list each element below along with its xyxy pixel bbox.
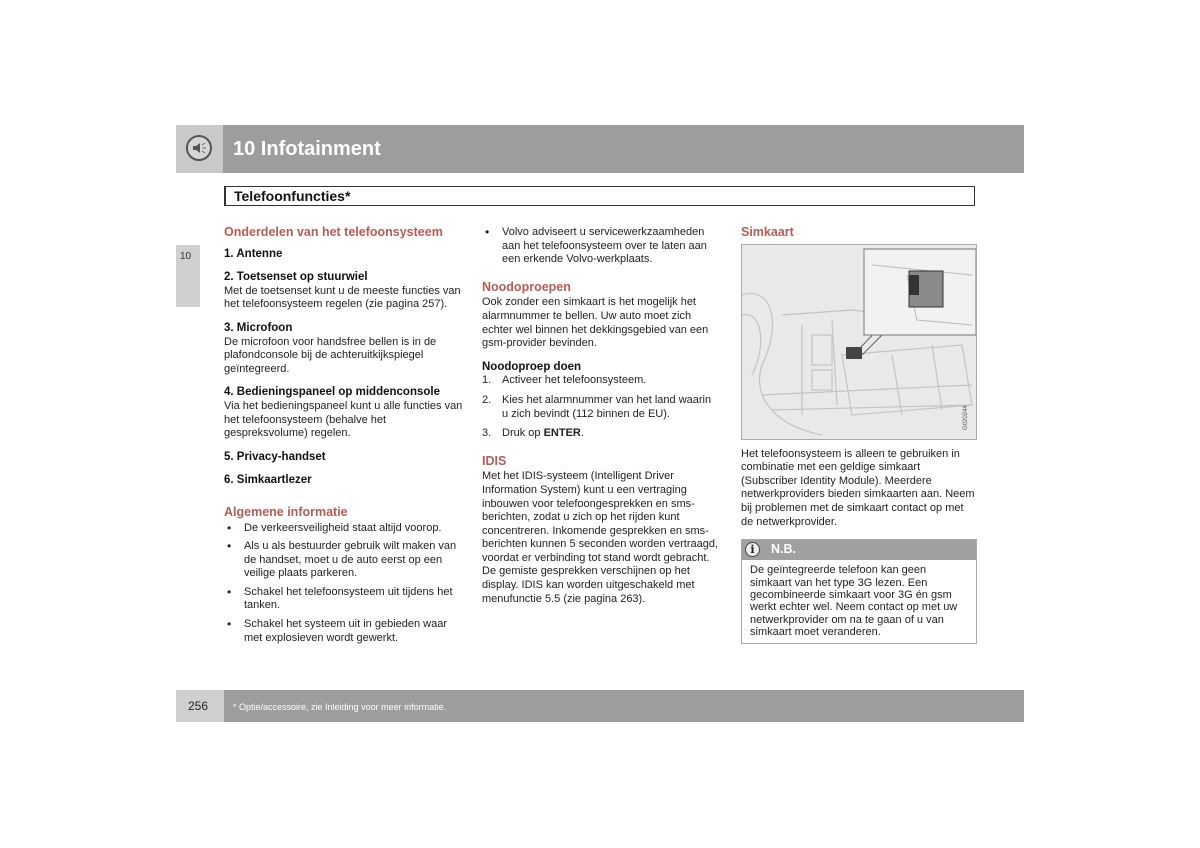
component-item: [224, 248, 464, 262]
step-item: [482, 427, 720, 441]
component-item: [224, 322, 464, 376]
section-title: Telefoonfuncties*: [234, 188, 351, 204]
components-heading: Onderdelen van het telefoonsysteem: [224, 225, 443, 239]
step-text: Activeer het telefoonsysteem.: [502, 374, 647, 387]
bullet-item: • Volvo adviseert u servicewerkzaamheden aan het telefoonsysteem over te laten aan een erkende Volvo-werkplaats.: [482, 226, 720, 267]
component-item: [224, 271, 464, 312]
general-info-list: [224, 522, 464, 646]
step-number: 2.: [482, 393, 492, 406]
emergency-call-heading: Noodoproep doen: [482, 360, 582, 373]
component-text: De microfoon voor handsfree bellen is in de plafondconsole bij de achteruitkijkspiegel geïntegreerd.: [224, 335, 437, 375]
idis-heading: IDIS: [482, 453, 507, 468]
chapter-icon-box: [176, 125, 223, 173]
step-item: [482, 394, 720, 421]
component-title: 1. Antenne: [224, 247, 283, 260]
note-box: [741, 539, 977, 643]
bullet-item: • Als u als bestuurder gebruik wilt maken van de handset, moet u de auto eerst op een veilige plaats parkeren.: [224, 540, 464, 581]
simcard-reader-illustration: [741, 244, 977, 440]
emergency-text: Ook zonder een simkaart is het mogelijk het alarmnummer te bellen. Uw auto moet zich echter wel binnen het dekkingsgebied van een gsm-provider bevinden.: [482, 296, 709, 350]
column-1: [224, 226, 464, 655]
footer-bar: [224, 690, 1024, 722]
step-key: ENTER: [543, 427, 581, 440]
chapter-side-tab: [176, 245, 200, 307]
emergency-steps: [482, 374, 720, 440]
note-header: [742, 540, 976, 560]
bullet-item: • De verkeersveiligheid staat altijd voorop.: [224, 522, 464, 536]
bullet-item: • Schakel het systeem uit in gebieden waar met explosieven wordt gewerkt.: [224, 618, 464, 645]
component-title: 3. Microfoon: [224, 321, 293, 334]
component-title: 5. Privacy-handset: [224, 450, 326, 463]
column-2: [482, 226, 720, 616]
idis-text: Met het IDIS-systeem (Intelligent Driver Information System) kunt u een vertraging inbouwen voor telefoongesprekken en sms-berichten, zodat u zich op het rijden kunt concentreren. Inkomende gesprekken en sms-berichten kunnen 5 seconden worden vertraagd, voordat er verbinding tot stand wordt gebracht. De gemiste gesprekken verschijnen op het display. IDIS kan worden uitgeschakeld met menufunctie 5.5 (zie pagina 263).: [482, 470, 719, 605]
component-title: 4. Bedieningspaneel op middenconsole: [224, 386, 440, 399]
component-title: 6. Simkaartlezer: [224, 474, 312, 487]
note-title: N.B.: [771, 542, 796, 557]
info-icon: i: [745, 542, 760, 557]
side-tab-number: 10: [180, 251, 192, 262]
step-text: Kies het alarmnummer van het land waarin u zich bevindt (112 binnen de EU).: [502, 393, 712, 420]
chapter-title: 10 Infotainment: [233, 138, 381, 160]
service-list: [482, 226, 720, 267]
component-item: [224, 474, 464, 488]
footnote: * Optie/accessoire, zie Inleiding voor meer informatie.: [233, 702, 447, 712]
section-title-box: [224, 186, 975, 206]
component-text: Met de toetsenset kunt u de meeste functies van het telefoonsysteem regelen (zie pagina 257).: [224, 284, 461, 311]
column-3: [741, 226, 977, 644]
component-text: Via het bedieningspaneel kunt u alle functies van het telefoonsysteem (behalve het gespreksvolume) regelen.: [224, 399, 463, 440]
component-item: [224, 451, 464, 465]
note-text: De geïntegreerde telefoon kan geen simkaart van het type 3G lezen. Een gecombineerde simkaart voor 3G én gsm werkt echter wel. Neem contact op met uw netwerkprovider om na te gaan of u van simkaart moet veranderen.: [750, 564, 958, 639]
step-text: Druk op: [502, 427, 544, 440]
general-info-heading: Algemene informatie: [224, 504, 348, 519]
simcard-heading: Simkaart: [741, 225, 794, 239]
step-item: [482, 374, 720, 388]
component-item: [224, 386, 464, 440]
page-number-box: [176, 690, 224, 722]
step-number: 1.: [482, 374, 492, 387]
chapter-header: [223, 125, 1024, 173]
component-title: 2. Toetsenset op stuurwiel: [224, 271, 368, 284]
step-punct: .: [580, 427, 584, 440]
page-number: 256: [188, 699, 209, 713]
step-number: 3.: [482, 427, 492, 440]
bullet-item: • Schakel het telefoonsysteem uit tijdens het tanken.: [224, 586, 464, 613]
speaker-icon: [186, 135, 212, 161]
simcard-text: Het telefoonsysteem is alleen te gebruiken in combinatie met een geldige simkaart (Subscriber Identity Module). Meerdere netwerkproviders bieden simkaarten aan. Neem bij problemen met de simkaart contact op met de netwerkprovider.: [741, 447, 975, 528]
emergency-heading: Noodoproepen: [482, 279, 571, 294]
figure-code: G020244: [963, 404, 969, 430]
